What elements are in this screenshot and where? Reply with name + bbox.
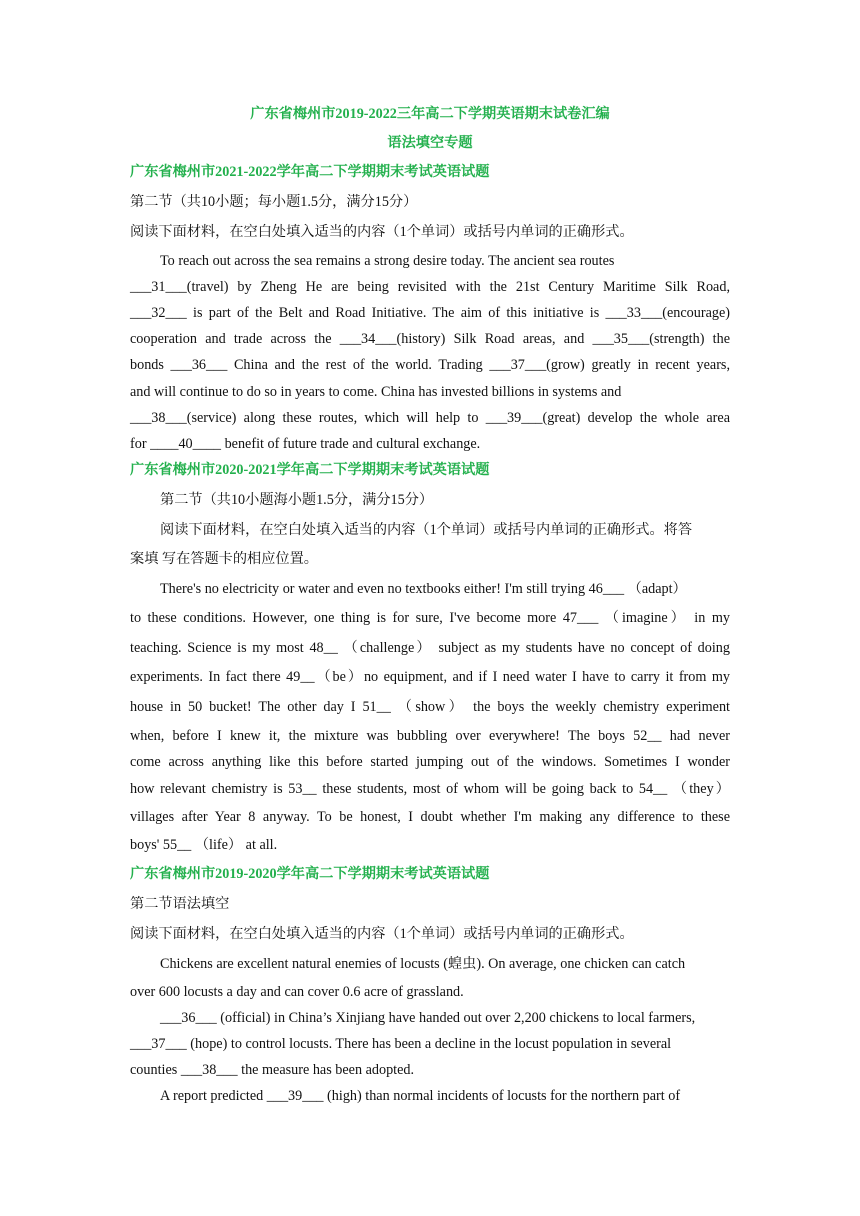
passage-line: ___38___(service) along these routes, which will help to ___39___(great) develop the whole area	[130, 410, 730, 426]
passage-line: counties ___38___ the measure has been adopted.	[130, 1062, 415, 1078]
section-heading: 广东省梅州市2020-2021学年高二下学期期末考试英语试题	[130, 462, 490, 478]
section-part: 第二节（共10小题海小题1.5分，满分15分）	[160, 492, 434, 508]
passage-line: over 600 locusts a day and can cover 0.6 acre of grassland.	[130, 984, 464, 1000]
document-title: 广东省梅州市2019-2022三年高二下学期英语期末试卷汇编	[250, 106, 610, 122]
passage-line: when, before I knew it, the mixture was bubbling over everywhere! The boys 52__ had never	[130, 728, 730, 744]
passage-line: ___32___ is part of the Belt and Road Initiative. The aim of this initiative is ___33___(encourage)	[130, 305, 730, 321]
passage-line: Chickens are excellent natural enemies of locusts (蝗虫). On average, one chicken can catch	[160, 956, 686, 972]
passage-line: There's no electricity or water and even no textbooks either! I'm still trying 46___ （adapt）	[160, 581, 687, 597]
passage-line: boys' 55__ （life） at all.	[130, 837, 278, 853]
passage-line: house in 50 bucket! The other day I 51__ （show） the boys the weekly chemistry experiment	[130, 699, 730, 715]
passage-line: come across anything like this before started jumping out of the windows. Sometimes I wonder	[130, 754, 730, 770]
passage-line: teaching. Science is my most 48__ （challenge） subject as my students have no concept of doing	[130, 640, 730, 656]
passage-line: ___36___ (official) in China’s Xinjiang have handed out over 2,200 chickens to local farmers,	[160, 1010, 696, 1026]
passage-line: villages after Year 8 anyway. To be honest, I doubt whether I'm making any difference to these	[130, 809, 730, 825]
passage-line: A report predicted ___39___ (high) than normal incidents of locusts for the northern part of	[160, 1088, 681, 1104]
passage-line: To reach out across the sea remains a strong desire today. The ancient sea routes	[160, 253, 615, 269]
passage-line: experiments. In fact there 49__（be）no equipment, and if I need water I have to carry it from my	[130, 669, 730, 685]
passage-line: for ____40____ benefit of future trade and cultural exchange.	[130, 436, 481, 452]
passage-line: ___37___ (hope) to control locusts. There has been a decline in the locust population in several	[130, 1036, 672, 1052]
passage-line: and will continue to do so in years to come. China has invested billions in systems and	[130, 384, 622, 400]
section-instruction: 阅读下面材料，在空白处填入适当的内容（1个单词）或括号内单词的正确形式。	[130, 224, 634, 240]
section-heading: 广东省梅州市2021-2022学年高二下学期期末考试英语试题	[130, 164, 490, 180]
passage-line: bonds ___36___ China and the rest of the world. Trading ___37___(grow) greatly in recent years,	[130, 357, 730, 373]
passage-line: cooperation and trade across the ___34___(history) Silk Road areas, and ___35___(strength) the	[130, 331, 730, 347]
section-heading: 广东省梅州市2019-2020学年高二下学期期末考试英语试题	[130, 866, 490, 882]
section-instruction: 阅读下面材料，在空白处填入适当的内容（1个单词）或括号内单词的正确形式。	[130, 926, 634, 942]
section-instruction: 阅读下面材料，在空白处填入适当的内容（1个单词）或括号内单词的正确形式。将答	[160, 522, 693, 538]
section-part: 第二节语法填空	[130, 896, 230, 912]
passage-line: to these conditions. However, one thing is for sure, I've become more 47___ （imagine） in my	[130, 610, 730, 626]
document-subtitle: 语法填空专题	[387, 135, 473, 151]
passage-line: ___31___(travel) by Zheng He are being revisited with the 21st Century Maritime Silk Road,	[130, 279, 730, 295]
section-part: 第二节（共10小题；每小题1.5分，满分15分）	[130, 194, 418, 210]
passage-line: how relevant chemistry is 53__ these students, most of whom will be going back to 54__ （they）	[130, 781, 730, 797]
section-instruction: 案填 写在答题卡的相应位置。	[130, 551, 318, 567]
